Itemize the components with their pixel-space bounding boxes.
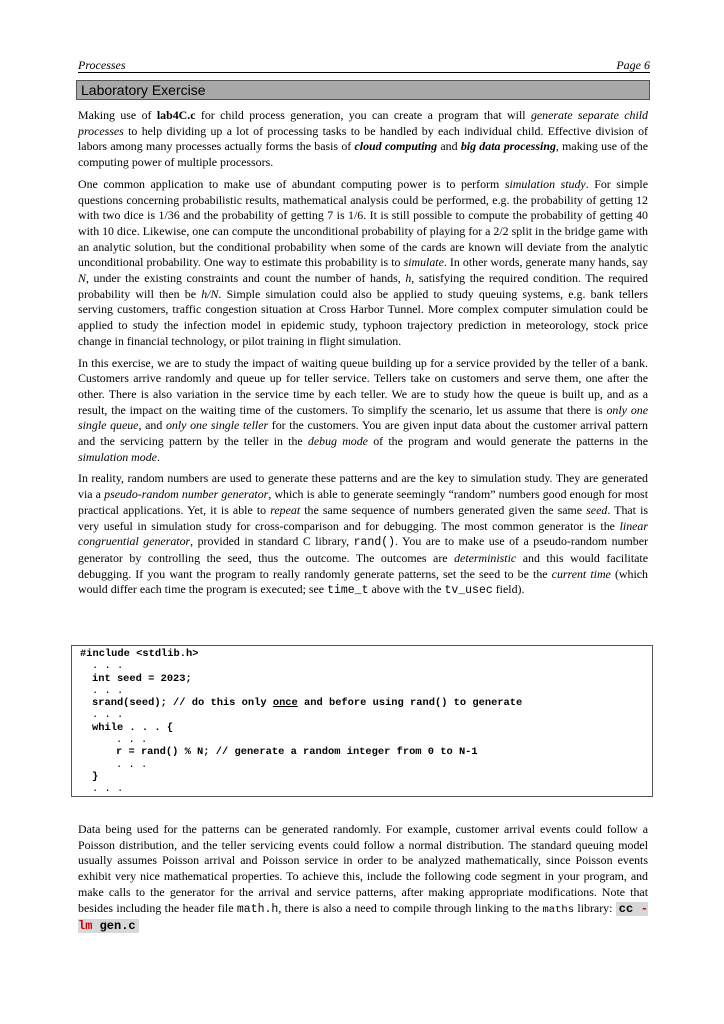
code-line: r = rand() % N; // generate a random integer from 0 to N-1 [116,746,478,759]
code-line: int seed = 2023; [92,672,192,685]
code-line: srand(seed); // do this only once and before using rand() to generate [92,697,523,710]
paragraph-5: Data being used for the patterns can be generated randomly. For example, customer arrival events could follow a Poisson distribution, and the teller servicing events could follow a normal distribution. The standard queuing model usually assumes Poisson arrival and Poisson service in order to be analyzed mathematically, since Poisson events exhibit very nice mathematical properties. To achieve this, include the following code segment in your program, and make calls to the generator for the arrival and service patterns, after making appropriate modifications. Note that besides including the header file math.h, there is also a need to compile through linking to the maths library: cc -lm gen.c [78,822,648,934]
body-text [78,108,648,605]
section-title: Laboratory Exercise [76,80,650,100]
code-ellipsis: . . . [92,783,124,796]
code-line: } [92,770,99,783]
paragraph-1: Making use of lab4C.c for child process generation, you can create a program that will generate separate child processes to help dividing up a lot of processing tasks to be handled by each individual child. Effective division of labors among many processes actually forms the basis of cloud computing and big data processing, making use of the computing power of multiple processors. [78,108,648,170]
code-line: while . . . { [92,721,174,734]
page-header [78,58,650,73]
paragraph-3: In this exercise, we are to study the impact of waiting queue building up for a service provided by the teller of a bank. Customers arrive randomly and queue up for teller service. Tellers take on customers and serve them, one after the other. There is also variation in the service time by each teller. We are to study how the queue is built up, and as a result, the impact on the waiting time of the customers. To simplify the scenario, let us assume that there is only one single queue, and only one single teller for the customers. You are given input data about the customer arrival pattern and the servicing pattern by the teller in the debug mode of the program and would generate the patterns in the simulation mode. [78,355,649,464]
paragraph-2: One common application to make use of abundant computing power is to perform simulation study. For simple questions concerning probabilistic results, mathematical analysis could be performed, e.g. the probability of getting 12 with two dice is 1/36 and the probability of getting 7 is 1/6. It is still possible to compute the probability of getting 40 with 10 dice. Likewise, one can compute the unconditional probability of playing for a 2/2 split in the bridge game with an analytic solution, but the conditional probability when some of the cards are known will deviate from the analytic unconditional probability. One way to estimate this probability is to simulate. In other words, generate many hands, say N, under the existing constraints and count the number of hands, h, satisfying the required condition. The required probability will then be h/N. Simple simulation could also be applied to study queuing systems, e.g. bank tellers serving customers, traffic congestion situation at Cross Harbor Tunnel. More complex computer simulation could be applied to study the infection model in epidemic study, typhoon trajectory prediction in meteorology, stock price change in financial technology, or pilot training in flight simulation. [78,176,648,348]
closing-text [78,822,648,935]
header-page-number: Page 6 [616,58,650,72]
code-line: #include <stdlib.h> [80,648,199,660]
header-chapter: Processes [78,58,126,72]
paragraph-4: In reality, random numbers are used to generate these patterns and are the key to simulation study. They are generated via a pseudo-random number generator, which is able to generate seemingly “random” numbers good enough for most practical applications. Yet, it is able to repeat the same sequence of numbers generated given the same seed. That is very useful in simulation study for cross-comparison and for debugging. The most common generator is the linear congruential generator, provided in standard C library, rand(). You are to make use of a pseudo-random number generator by controlling the seed, thus the outcome. The outcomes are deterministic and this would facilitate debugging. If you want the program to really randomly generate patterns, set the seed to be the current time (which would differ each time the program is executed; see time_t above with the tv_usec field). [78,471,649,598]
compile-command: cc -lm gen.c [78,901,648,934]
code-ellipsis: . . . [92,660,124,673]
code-ellipsis: . . . [92,709,124,722]
code-ellipsis: . . . [92,684,124,697]
code-listing [71,645,653,797]
code-ellipsis: . . . [116,734,148,747]
code-ellipsis: . . . [116,758,148,771]
